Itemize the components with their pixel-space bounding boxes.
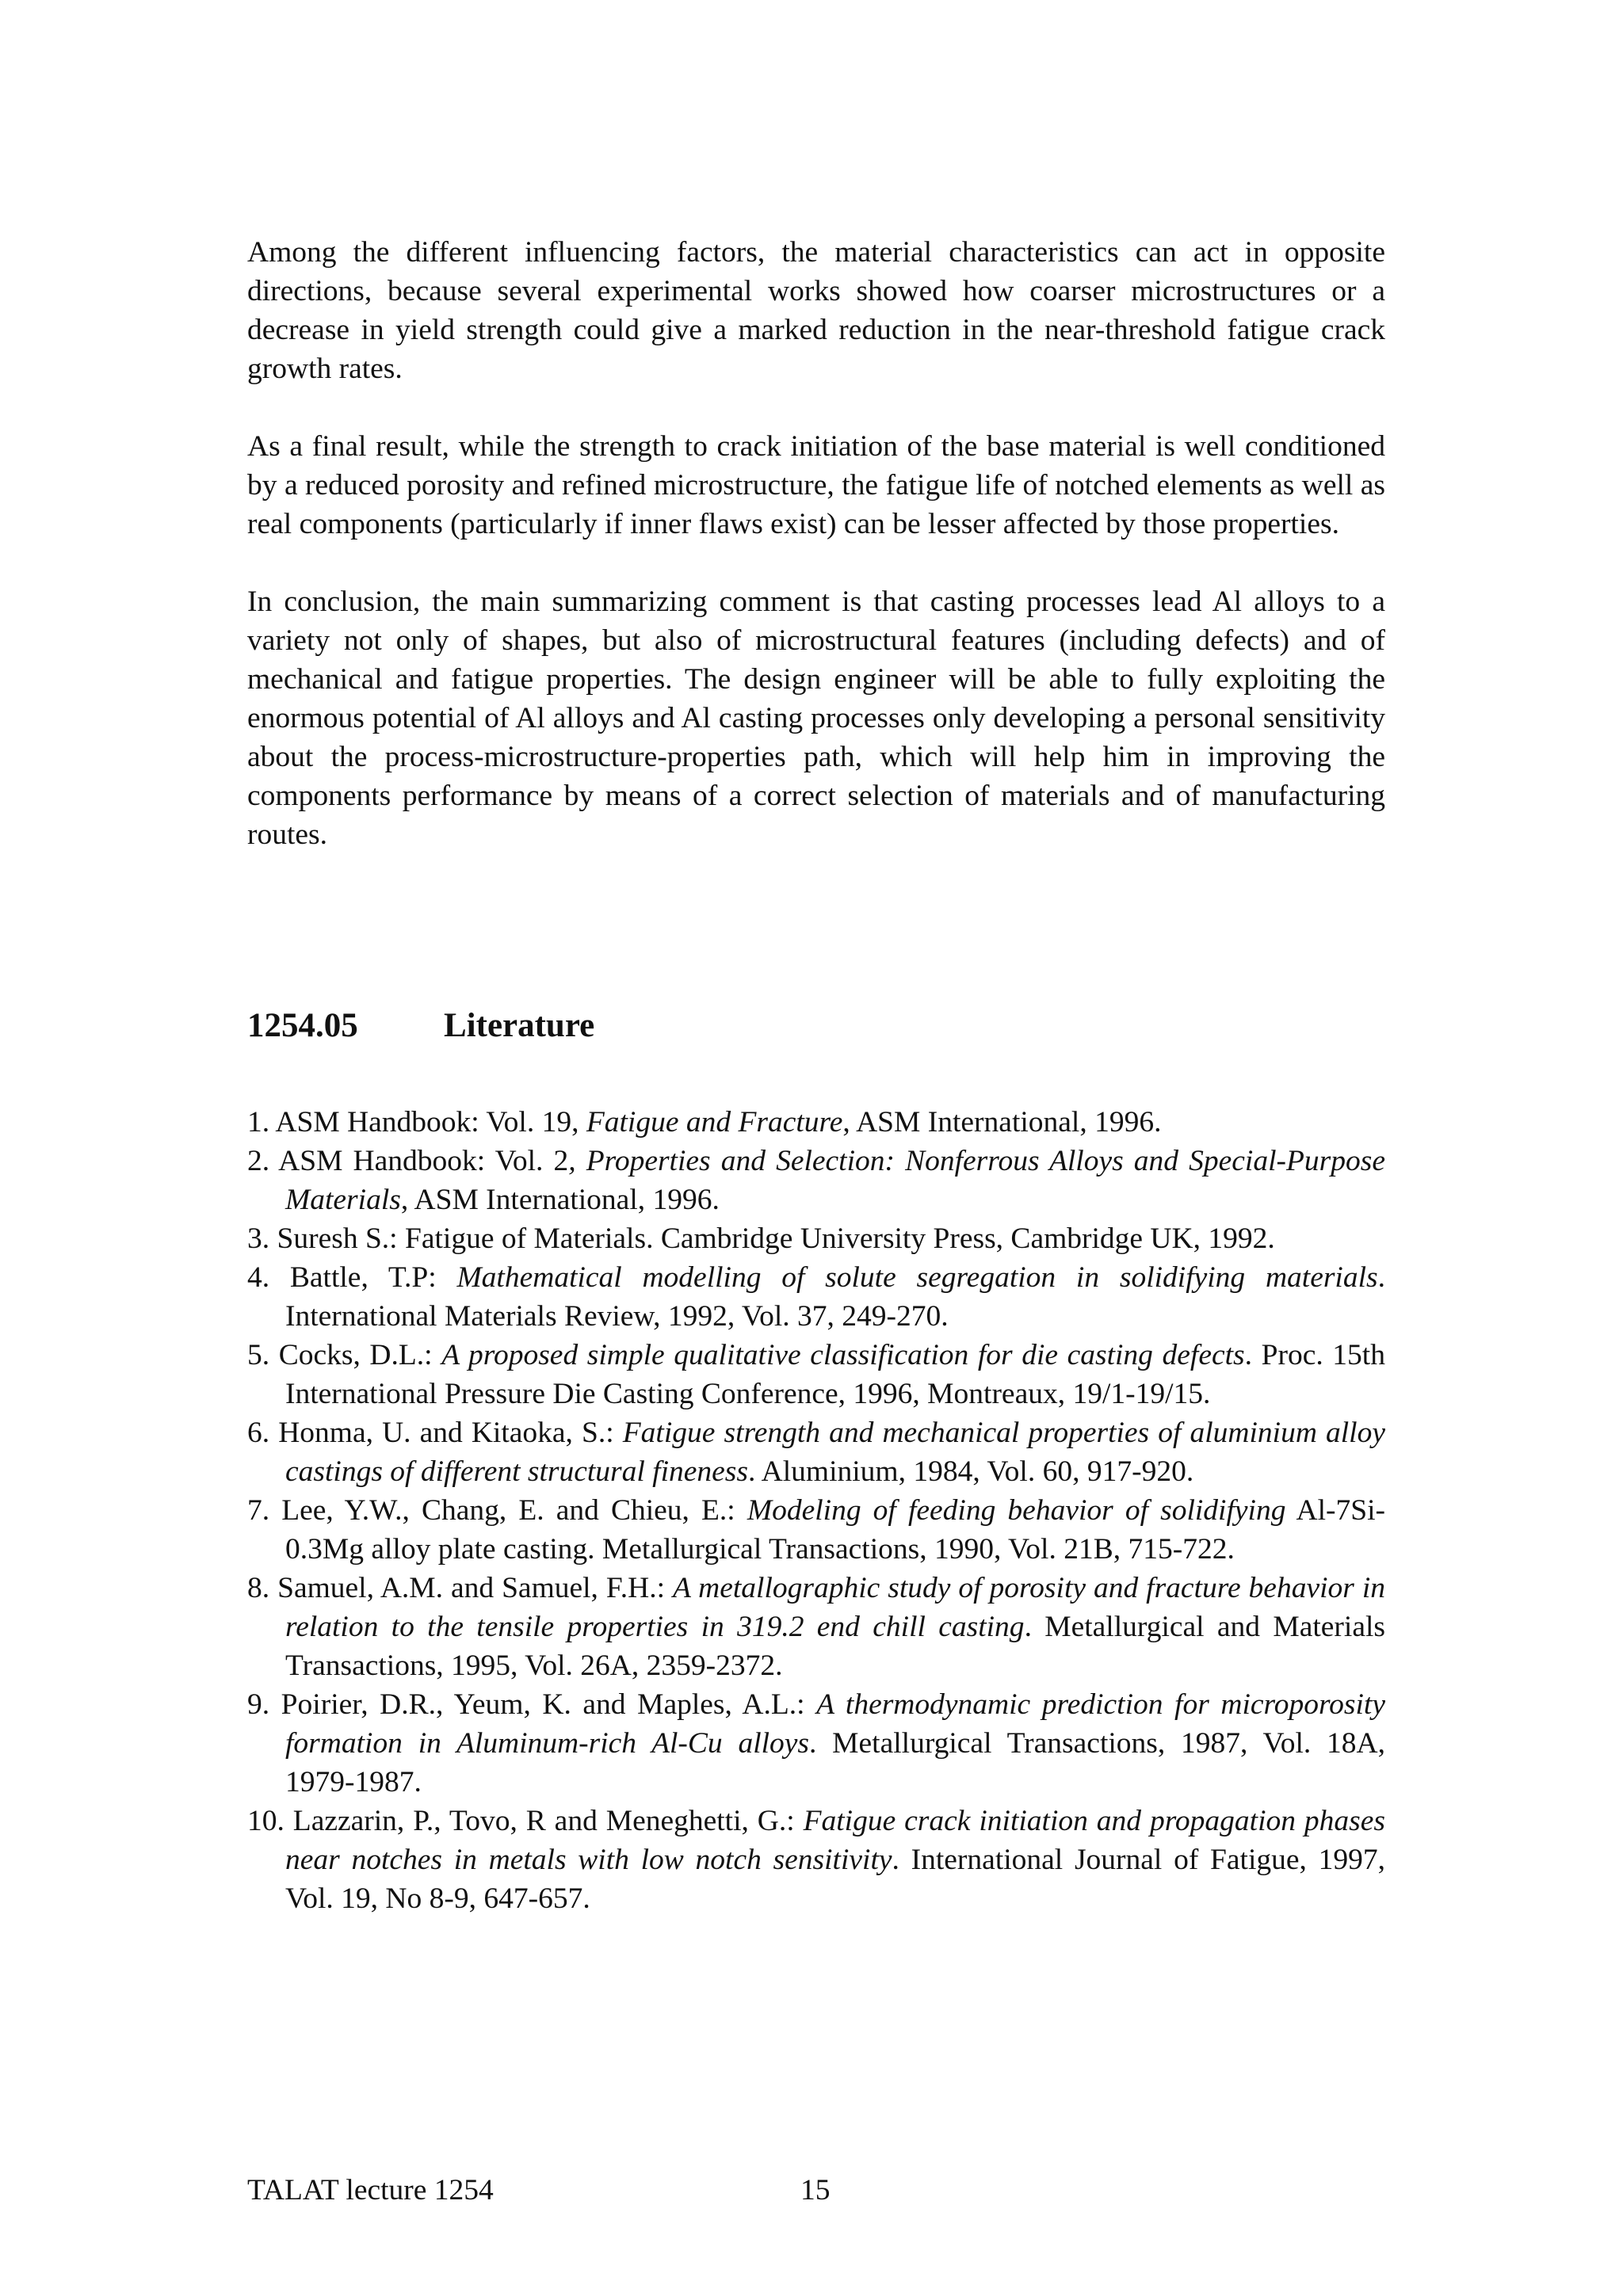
reference-item: 7. Lee, Y.W., Chang, E. and Chieu, E.: Modeling of feeding behavior of solidifying Al-7Si-0.3Mg alloy plate casting. Metallurgical Transactions, 1990, Vol. 21B, 715-722. — [247, 1494, 1385, 1566]
reference-item: 2. ASM Handbook: Vol. 2, Properties and Selection: Nonferrous Alloys and Special-Purpose Materials, ASM International, 1996. — [247, 1145, 1385, 1216]
paragraph-influencing-factors: Among the different influencing factors, the material characteristics can act in opposite directions, because several experimental works showed how coarser microstructures or a decrease in yield strength could give a marked reduction in the near-threshold fatigue crack growth rates. — [247, 236, 1385, 385]
section-title: Literature — [444, 1007, 595, 1044]
footer-lecture-label: TALAT lecture 1254 — [247, 2174, 494, 2206]
reference-item: 5. Cocks, D.L.: A proposed simple qualitative classification for die casting defects. Proc. 15th International Pressure Die Casting Conference, 1996, Montreaux, 19/1-19/15. — [247, 1339, 1385, 1410]
section-heading — [247, 1006, 594, 1045]
reference-item: 3. Suresh S.: Fatigue of Materials. Cambridge University Press, Cambridge UK, 1992. — [247, 1222, 1275, 1255]
page-number: 15 — [800, 2174, 831, 2206]
paragraph-conclusion: In conclusion, the main summarizing comment is that casting processes lead Al alloys to a variety not only of shapes, but also of microstructural features (including defects) and of mechanical and fatigue properties. The design engineer will be able to fully exploiting the enormous potential of Al alloys and Al casting processes only developing a personal sensitivity about the process-microstructure-properties path, which will help him in improving the components performance by means of a correct selection of materials and of manufacturing routes. — [247, 585, 1385, 851]
reference-item: 1. ASM Handbook: Vol. 19, Fatigue and Fracture, ASM International, 1996. — [247, 1106, 1162, 1138]
reference-item: 6. Honma, U. and Kitaoka, S.: Fatigue strength and mechanical properties of aluminium alloy castings of different structural fineness. Aluminium, 1984, Vol. 60, 917-920. — [247, 1417, 1385, 1488]
reference-item: 9. Poirier, D.R., Yeum, K. and Maples, A.L.: A thermodynamic prediction for microporosity formation in Aluminum-rich Al-Cu alloys. Metallurgical Transactions, 1987, Vol. 18A, 1979-1987. — [247, 1688, 1386, 1798]
body-text — [247, 233, 1385, 893]
reference-item: 10. Lazzarin, P., Tovo, R and Meneghetti, G.: Fatigue crack initiation and propagation phases near notches in metals with low notch sensitivity. International Journal of Fatigue, 1997, Vol. 19, No 8-9, 647-657. — [247, 1805, 1385, 1915]
reference-item: 8. Samuel, A.M. and Samuel, F.H.: A metallographic study of porosity and fracture behavior in relation to the tensile properties in 319.2 end chill casting. Metallurgical and Materials Transactions, 1995, Vol. 26A, 2359-2372. — [247, 1572, 1385, 1682]
paragraph-final-result: As a final result, while the strength to crack initiation of the base material is well conditioned by a reduced porosity and refined microstructure, the fatigue life of notched elements as well as real components (particularly if inner flaws exist) can be lesser affected by those properties. — [247, 430, 1385, 540]
reference-list — [247, 1103, 1385, 1918]
reference-item: 4. Battle, T.P: Mathematical modelling of solute segregation in solidifying materials. International Materials Review, 1992, Vol. 37, 249-270. — [247, 1261, 1385, 1333]
section-number: 1254.05 — [247, 1007, 358, 1044]
